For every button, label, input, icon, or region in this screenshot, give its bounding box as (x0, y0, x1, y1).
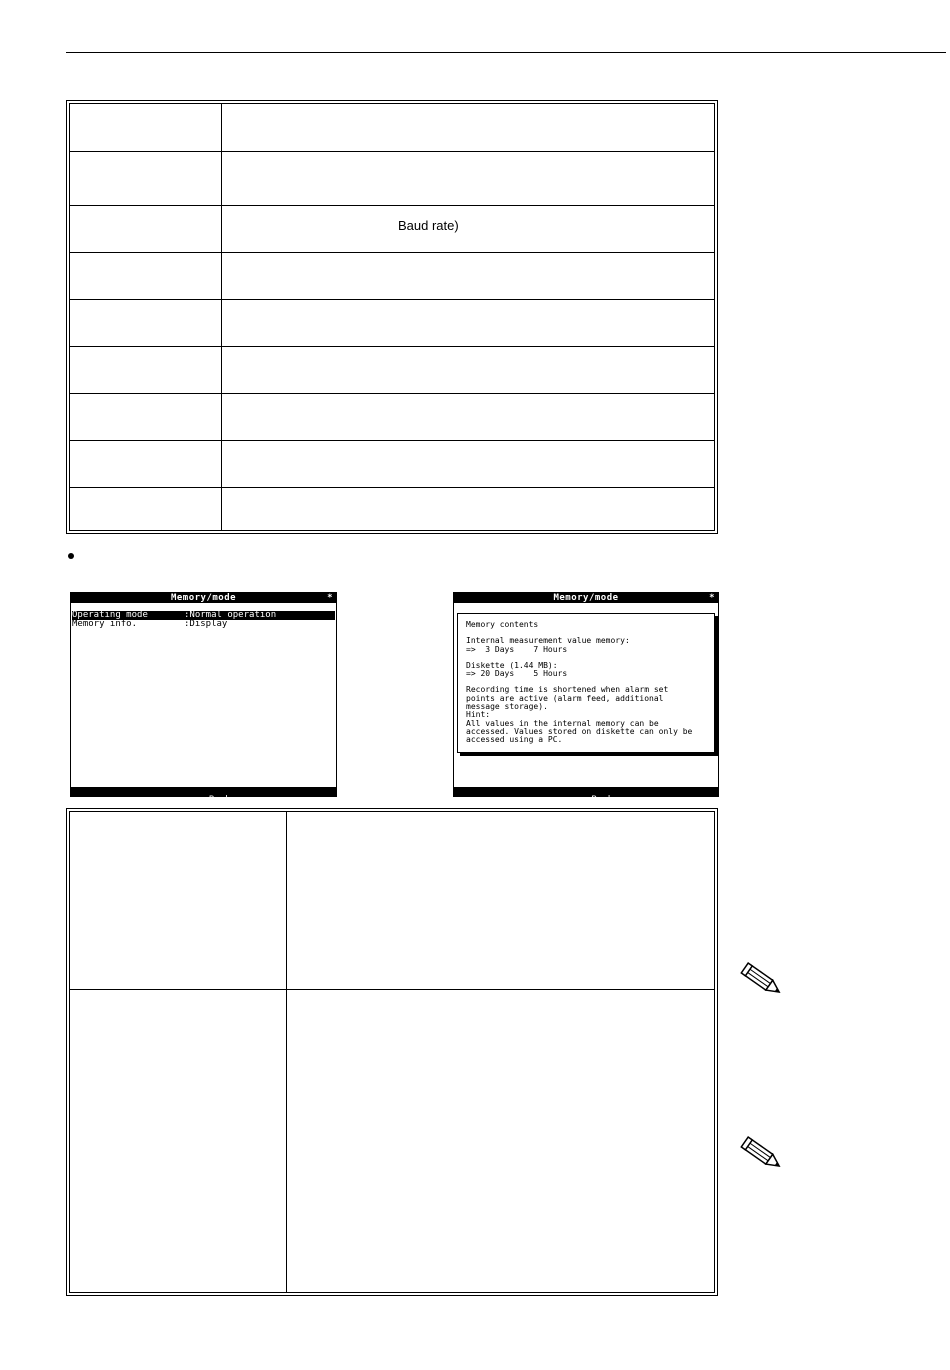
menu-item-label: Memory info. (72, 619, 138, 629)
table-cell (222, 253, 714, 299)
baud-rate-text: Baud rate) (398, 218, 459, 233)
table-row (70, 104, 714, 152)
table-cell (70, 394, 222, 440)
table-cell (70, 253, 222, 299)
table-row (70, 990, 714, 1292)
table-cell (70, 300, 222, 346)
footer-back-hint: □=Back (198, 795, 231, 805)
table-cell (222, 394, 714, 440)
memory-info-screen (453, 592, 719, 823)
table-cell (287, 990, 714, 1292)
diskette-label: Diskette (1.44 MB): (466, 660, 558, 670)
footer-select-hint: ↓↑=select (189, 813, 239, 823)
table-cell (70, 990, 287, 1292)
top-rule (66, 52, 946, 53)
table-cell (222, 152, 714, 205)
footer-accept-hint: E=Accept (575, 813, 619, 823)
hint-text: All values in the internal memory can be accessed. Values stored on diskette can only be accessed using a PC. (466, 718, 693, 745)
screen-title-bar (454, 593, 718, 603)
internal-memory-value: => 3 Days 7 Hours (466, 644, 568, 654)
menu-item-value: :Display (184, 619, 228, 629)
asterisk-indicator: * (709, 593, 715, 603)
footer-select-hint: ↓↑=Select (572, 804, 622, 814)
recording-time-text: Recording time is shortened when alarm set points are active (alarm feed, additional message storage). (466, 685, 669, 712)
pencil-note-icon (738, 962, 788, 1002)
footer-change-hint: E=Change (192, 822, 237, 832)
screen-menu (72, 611, 335, 629)
table-row (70, 488, 714, 530)
diskette-value: => 20 Days 5 Hours (466, 669, 568, 679)
screen-title-bar (71, 593, 336, 603)
table-cell (70, 488, 222, 530)
menu-item-value: :Normal operation (184, 610, 277, 620)
table-row (70, 347, 714, 394)
table-cell (287, 812, 714, 989)
screen-footer (71, 787, 336, 832)
screen-footer (454, 787, 718, 823)
parameter-table (66, 100, 718, 534)
memory-contents-dialog (457, 613, 715, 753)
memory-mode-screen (70, 592, 337, 832)
menu-item-memory-info[interactable] (72, 620, 335, 629)
table-cell (222, 347, 714, 393)
footer-back-hint: □=Back (580, 795, 614, 805)
table-cell (70, 104, 222, 151)
hint-label: Hint: (466, 710, 491, 720)
table-row (70, 206, 714, 253)
table-row (70, 253, 714, 300)
dialog-heading: Memory contents (466, 620, 539, 629)
table-row (70, 300, 714, 347)
screen-title: Memory/mode (553, 593, 619, 603)
table-cell (222, 206, 714, 252)
table-row (70, 152, 714, 206)
asterisk-indicator: * (327, 593, 333, 603)
table-cell (70, 152, 222, 205)
pencil-note-icon (738, 1136, 788, 1176)
table-cell (222, 104, 714, 151)
footer-help-hint: ←=Help (198, 804, 231, 814)
settings-table (66, 808, 718, 1296)
table-cell (222, 488, 714, 530)
table-cell (222, 441, 714, 487)
table-cell (70, 812, 287, 989)
menu-item-label: Operating mode (72, 610, 148, 620)
table-row (70, 441, 714, 488)
internal-memory-label: Internal measurement value memory: (466, 636, 630, 646)
table-row (70, 394, 714, 441)
screen-title: Memory/mode (170, 593, 237, 603)
table-cell (70, 347, 222, 393)
bullet-point (68, 553, 74, 559)
table-row (70, 812, 714, 990)
table-cell (70, 441, 222, 487)
table-cell (222, 300, 714, 346)
table-cell (70, 206, 222, 252)
